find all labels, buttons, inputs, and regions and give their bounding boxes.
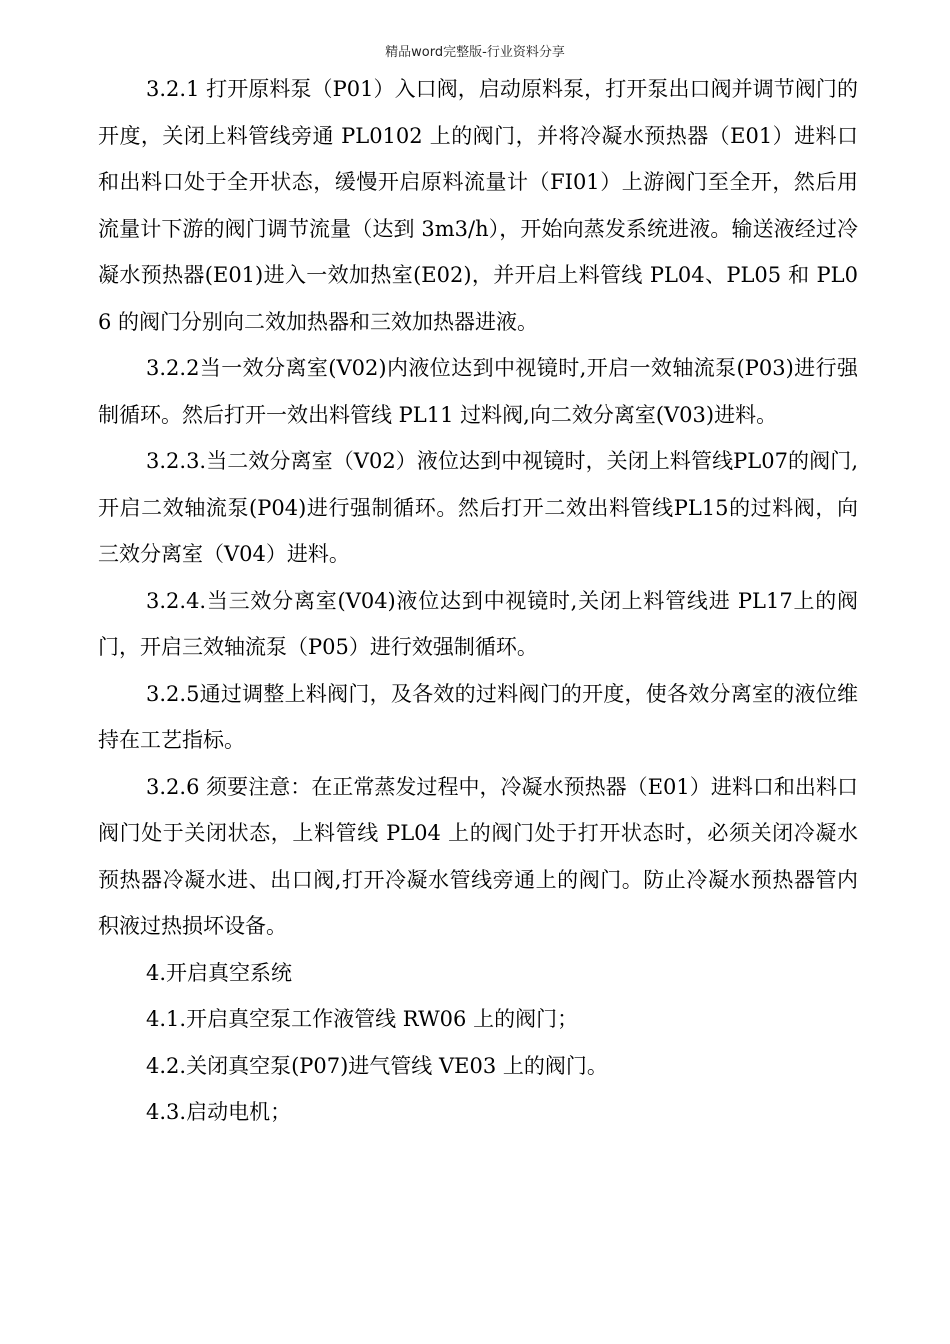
paragraph-3-2-2: 3.2.2当一效分离室(V02)内液位达到中视镜时,开启一效轴流泵(P03)进行强制循环。然后打开一效出料管线 PL11 过料阀,向二效分离室(V03)进料。: [98, 356, 858, 427]
paragraph-4-1: 4.1.开启真空泵工作液管线 RW06 上的阀门；: [146, 1007, 579, 1031]
page-header: 精品word完整版-行业资料分享: [385, 45, 565, 60]
section-heading-4: 4.开启真空系统: [146, 960, 293, 985]
paragraph-3-2-5: 3.2.5通过调整上料阀门，及各效的过料阀门的开度，使各效分离室的液位维持在工艺指标。: [98, 681, 858, 752]
paragraph-4-2: 4.2.关闭真空泵(P07)进气管线 VE03 上的阀门。: [146, 1053, 608, 1078]
paragraph-3-2-6: 3.2.6 须要注意：在正常蒸发过程中，冷凝水预热器（E01）进料口和出料口阀门处于关闭状态，上料管线 PL04 上的阀门处于打开状态时，必须关闭冷凝水预热器冷凝水进、出口阀,打开冷凝水管线旁通上的阀门。防止冷凝水预热器管内积液过热损坏设备。: [98, 774, 858, 938]
paragraph-3-2-4: 3.2.4.当三效分离室(V04)液位达到中视镜时,关闭上料管线进 PL17上的阀门，开启三效轴流泵（P05）进行效强制循环。: [98, 588, 858, 659]
paragraph-4-3: 4.3.启动电机；: [146, 1100, 292, 1124]
paragraph-3-2-1: 3.2.1 打开原料泵（P01）入口阀，启动原料泵，打开泵出口阀并调节阀门的开度，关闭上料管线旁通 PL0102 上的阀门，并将冷凝水预热器（E01）进料口和出料口处于全开状态，缓慢开启原料流量计（FI01）上游阀门至全开，然后用流量计下游的阀门调节流量（达到 3m3/h），开始向蒸发系统进液。输送液经过冷凝水预热器(E01)进入一效加热室(E02)，并开启上料管线 PL04、PL05 和 PL06 的阀门分别向二效加热器和三效加热器进液。: [98, 77, 858, 334]
paragraph-3-2-3: 3.2.3.当二效分离室（V02）液位达到中视镜时，关闭上料管线PL07的阀门,开启二效轴流泵(P04)进行强制循环。然后打开二效出料管线PL15的过料阀，向三效分离室（V04）进料。: [98, 449, 858, 566]
document-body: [98, 66, 858, 1136]
